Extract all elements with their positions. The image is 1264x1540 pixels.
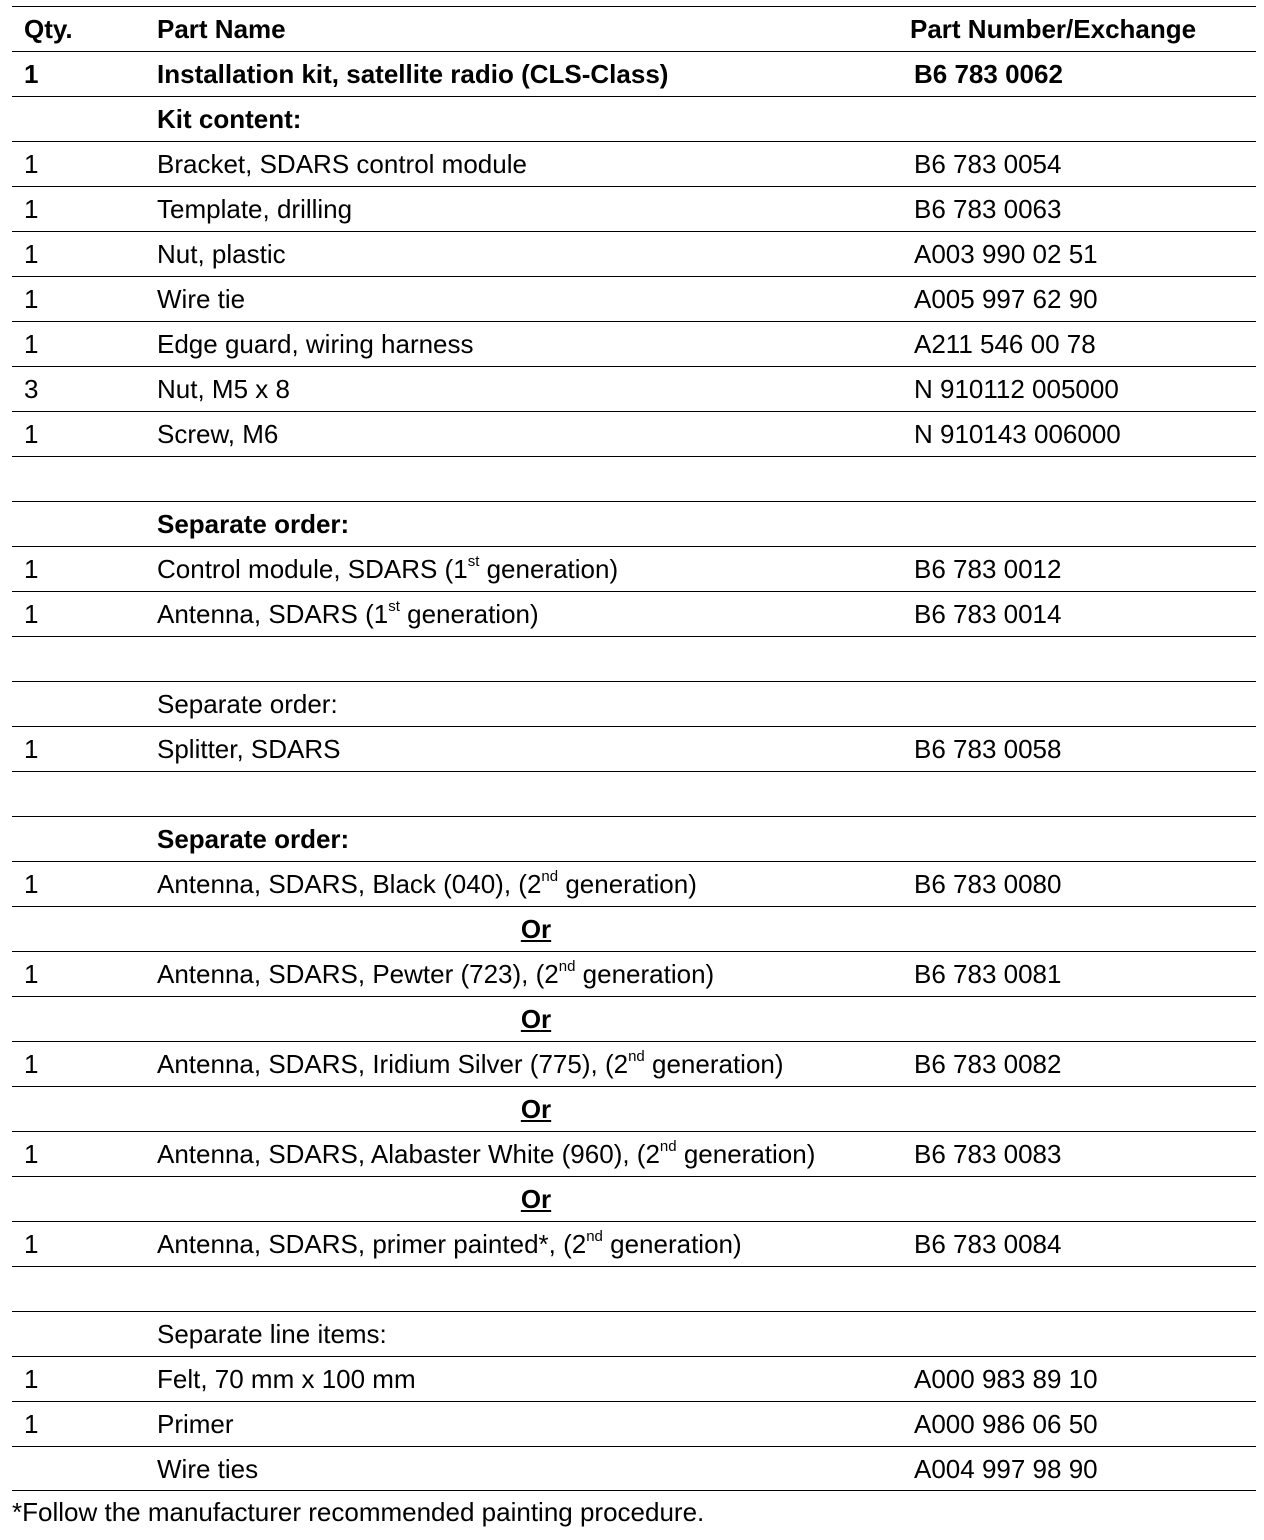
part-name-suffix: generation) bbox=[558, 869, 697, 899]
part-name-text: Separate order: bbox=[157, 824, 350, 854]
table-row bbox=[12, 1131, 1256, 1176]
or-row bbox=[12, 1086, 1256, 1131]
qty-cell: 1 bbox=[24, 734, 39, 764]
part-name-suffix: generation) bbox=[479, 554, 619, 584]
part-name-cell bbox=[157, 412, 278, 457]
spacer-row bbox=[12, 1266, 1256, 1311]
ordinal-superscript: nd bbox=[586, 1228, 603, 1245]
qty-cell: 1 bbox=[24, 599, 39, 629]
section-label-row bbox=[12, 681, 1256, 726]
part-name-cell bbox=[157, 367, 290, 412]
table-row bbox=[12, 546, 1256, 591]
table-row bbox=[12, 411, 1256, 456]
part-name-cell bbox=[157, 1402, 234, 1447]
qty-cell: 1 bbox=[24, 194, 39, 224]
qty-cell: 1 bbox=[24, 239, 39, 269]
part-name-cell bbox=[157, 952, 714, 997]
ordinal-superscript: nd bbox=[541, 868, 559, 885]
footnote: *Follow the manufacturer recommended painting procedure. bbox=[12, 1497, 705, 1527]
table-header bbox=[12, 6, 1256, 51]
part-number-cell: B6 783 0054 bbox=[914, 149, 1062, 179]
table-row bbox=[12, 321, 1256, 366]
qty-cell: 1 bbox=[24, 1409, 39, 1439]
part-name-suffix: generation) bbox=[575, 959, 715, 989]
part-name-text: Template, drilling bbox=[157, 194, 353, 224]
ordinal-superscript: nd bbox=[628, 1048, 645, 1065]
or-label: Or bbox=[520, 1184, 552, 1214]
part-name-text: Antenna, SDARS, Black (040), (2 bbox=[157, 869, 542, 899]
table-row bbox=[12, 726, 1256, 771]
part-number-cell: B6 783 0083 bbox=[914, 1139, 1062, 1169]
part-name-cell bbox=[157, 862, 697, 907]
part-number-cell: B6 783 0014 bbox=[914, 599, 1062, 629]
part-name-text: Splitter, SDARS bbox=[157, 734, 341, 764]
part-name-cell bbox=[157, 277, 245, 322]
table-row bbox=[12, 951, 1256, 996]
part-name-text: Antenna, SDARS, Pewter (723), (2 bbox=[157, 959, 559, 989]
header-part-number: Part Number/Exchange bbox=[910, 14, 1197, 44]
or-label: Or bbox=[520, 1004, 552, 1034]
part-name-text: Nut, M5 x 8 bbox=[157, 374, 290, 404]
section-label-row bbox=[12, 96, 1256, 141]
ordinal-superscript: st bbox=[467, 553, 480, 570]
qty-cell: 1 bbox=[24, 329, 39, 359]
part-name-cell bbox=[157, 322, 474, 367]
section-label-row bbox=[12, 816, 1256, 861]
part-name-cell bbox=[157, 592, 539, 637]
section-label-row bbox=[12, 1311, 1256, 1356]
qty-cell: 1 bbox=[24, 1049, 39, 1079]
table-row bbox=[12, 861, 1256, 906]
part-name-cell bbox=[157, 1447, 258, 1492]
header-part-name: Part Name bbox=[157, 14, 286, 44]
part-name-cell bbox=[157, 52, 668, 97]
part-name-cell bbox=[157, 1222, 742, 1267]
spacer-row bbox=[12, 771, 1256, 816]
part-name-text: Screw, M6 bbox=[157, 419, 279, 449]
section-label-row bbox=[12, 501, 1256, 546]
qty-cell: 1 bbox=[24, 1139, 39, 1169]
table-row bbox=[12, 1356, 1256, 1401]
section-label bbox=[157, 97, 301, 142]
ordinal-superscript: nd bbox=[558, 958, 576, 975]
table-row bbox=[12, 1446, 1256, 1491]
table-row bbox=[12, 276, 1256, 321]
ordinal-superscript: nd bbox=[659, 1138, 677, 1155]
part-name-text: Separate order: bbox=[157, 509, 350, 539]
part-number-cell: N 910143 006000 bbox=[914, 419, 1121, 449]
part-name-text: Edge guard, wiring harness bbox=[157, 329, 474, 359]
qty-cell: 1 bbox=[24, 554, 39, 584]
part-name-text: Separate order: bbox=[157, 689, 338, 719]
part-number-cell: B6 783 0063 bbox=[914, 194, 1062, 224]
header-qty: Qty. bbox=[24, 14, 73, 44]
part-name-text: Felt, 70 mm x 100 mm bbox=[157, 1364, 416, 1394]
section-label bbox=[157, 682, 338, 727]
part-name-text: Control module, SDARS (1 bbox=[157, 554, 468, 584]
part-name-text: Nut, plastic bbox=[157, 239, 286, 269]
part-name-suffix: generation) bbox=[602, 1229, 742, 1259]
table-row bbox=[12, 141, 1256, 186]
part-name-text: Antenna, SDARS, Iridium Silver (775), (2 bbox=[157, 1049, 629, 1079]
part-number-cell: A211 546 00 78 bbox=[914, 329, 1096, 359]
part-number-cell: B6 783 0082 bbox=[914, 1049, 1062, 1079]
part-name-cell bbox=[157, 547, 618, 592]
part-number-cell: B6 783 0062 bbox=[914, 59, 1063, 89]
or-row bbox=[12, 996, 1256, 1041]
part-name-text: Wire ties bbox=[157, 1454, 259, 1484]
part-name-cell bbox=[157, 1042, 784, 1087]
part-name-text: Bracket, SDARS control module bbox=[157, 149, 527, 179]
part-name-cell bbox=[157, 187, 352, 232]
table-row bbox=[12, 1041, 1256, 1086]
part-number-cell: A000 983 89 10 bbox=[914, 1364, 1098, 1394]
or-label: Or bbox=[520, 914, 552, 944]
part-number-cell: B6 783 0084 bbox=[914, 1229, 1062, 1259]
ordinal-superscript: st bbox=[388, 598, 400, 615]
section-label bbox=[157, 817, 349, 862]
qty-cell: 1 bbox=[24, 1364, 39, 1394]
table-row bbox=[12, 366, 1256, 411]
section-label bbox=[157, 502, 349, 547]
section-label bbox=[157, 1312, 387, 1357]
part-number-cell: B6 783 0058 bbox=[914, 734, 1062, 764]
table-row bbox=[12, 1401, 1256, 1446]
part-name-cell bbox=[157, 142, 527, 187]
table-row bbox=[12, 231, 1256, 276]
part-name-text: Antenna, SDARS, primer painted*, (2 bbox=[157, 1229, 587, 1259]
part-number-cell: B6 783 0012 bbox=[914, 554, 1062, 584]
part-name-text: Kit content: bbox=[157, 104, 302, 134]
qty-cell: 1 bbox=[24, 419, 39, 449]
part-name-text: Installation kit, satellite radio (CLS-Class) bbox=[157, 59, 669, 89]
part-name-cell bbox=[157, 1132, 815, 1177]
spacer-row bbox=[12, 636, 1256, 681]
part-number-cell: A005 997 62 90 bbox=[914, 284, 1098, 314]
part-name-text: Separate line items: bbox=[157, 1319, 387, 1349]
part-number-cell: B6 783 0081 bbox=[914, 959, 1062, 989]
parts-table bbox=[12, 6, 1256, 1491]
part-name-suffix: generation) bbox=[399, 599, 539, 629]
spacer-row bbox=[12, 456, 1256, 501]
part-name-cell bbox=[157, 232, 286, 277]
table-row bbox=[12, 186, 1256, 231]
table-row bbox=[12, 591, 1256, 636]
part-name-suffix: generation) bbox=[676, 1139, 816, 1169]
table-row bbox=[12, 1221, 1256, 1266]
part-name-text: Antenna, SDARS (1 bbox=[157, 599, 389, 629]
qty-cell: 1 bbox=[24, 59, 39, 89]
part-number-cell: A000 986 06 50 bbox=[914, 1409, 1098, 1439]
part-name-suffix: generation) bbox=[644, 1049, 784, 1079]
qty-cell: 1 bbox=[24, 959, 39, 989]
qty-cell: 3 bbox=[24, 374, 39, 404]
part-number-cell: B6 783 0080 bbox=[914, 869, 1062, 899]
part-number-cell: A004 997 98 90 bbox=[914, 1454, 1098, 1484]
part-number-cell: N 910112 005000 bbox=[914, 374, 1119, 404]
part-name-text: Antenna, SDARS, Alabaster White (960), (2 bbox=[157, 1139, 660, 1169]
part-number-cell: A003 990 02 51 bbox=[914, 239, 1098, 269]
part-name-text: Primer bbox=[157, 1409, 234, 1439]
or-row bbox=[12, 906, 1256, 951]
part-name-cell bbox=[157, 1357, 416, 1402]
qty-cell: 1 bbox=[24, 149, 39, 179]
qty-cell: 1 bbox=[24, 869, 39, 899]
table-body bbox=[12, 51, 1256, 1491]
or-row bbox=[12, 1176, 1256, 1221]
qty-cell: 1 bbox=[24, 1229, 39, 1259]
qty-cell: 1 bbox=[24, 284, 39, 314]
part-name-text: Wire tie bbox=[157, 284, 246, 314]
part-name-cell bbox=[157, 727, 341, 772]
or-label: Or bbox=[520, 1094, 552, 1124]
table-row bbox=[12, 51, 1256, 96]
